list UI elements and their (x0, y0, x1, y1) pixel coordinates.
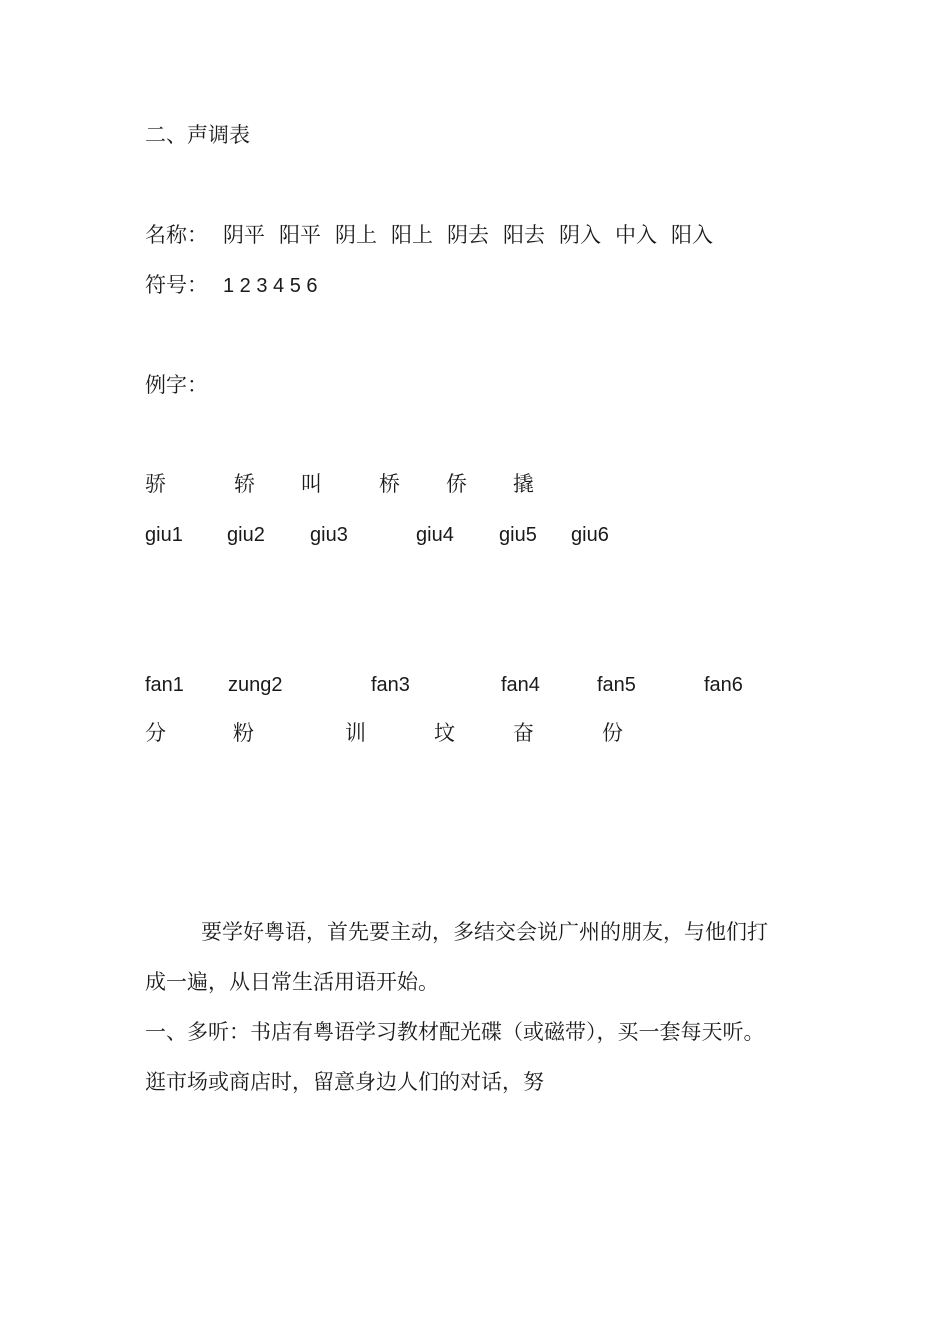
example2-char-5: 奋 (513, 721, 534, 745)
example1-char-6: 撬 (513, 472, 534, 496)
example2-roman-2: zung2 (228, 674, 283, 696)
paragraph-line-3: 一、多听：书店有粤语学习教材配光碟（或磁带），买一套每天听。 (145, 1020, 765, 1044)
tone-name-5: 阴去 (447, 223, 489, 247)
example2-roman-1: fan1 (145, 674, 184, 696)
example2-roman-4: fan4 (501, 674, 540, 696)
tone-name-8: 中入 (615, 223, 657, 247)
tone-name-1: 阴平 (223, 223, 265, 247)
tone-name-4: 阳上 (391, 223, 433, 247)
example1-char-1: 骄 (145, 472, 166, 496)
example2-char-2: 粉 (233, 721, 254, 745)
example2-roman-5: fan5 (597, 674, 636, 696)
paragraph-line-1: 要学好粤语，首先要主动，多结交会说广州的朋友，与他们打 (201, 920, 768, 944)
tone-names-label: 名称： (145, 223, 208, 247)
example1-char-4: 桥 (379, 472, 400, 496)
paragraph-line-4: 逛市场或商店时，留意身边人们的对话，努 (145, 1070, 544, 1094)
tone-name-2: 阳平 (279, 223, 321, 247)
example1-roman-3: giu3 (310, 524, 348, 546)
tone-symbols-label: 符号： (145, 273, 208, 297)
example1-roman-4: giu4 (416, 524, 454, 546)
example-label: 例字： (145, 373, 208, 397)
tone-name-3: 阴上 (335, 223, 377, 247)
tone-symbols-value: 1 2 3 4 5 6 (223, 275, 318, 297)
tone-name-6: 阳去 (503, 223, 545, 247)
paragraph-line-2: 成一遍，从日常生活用语开始。 (145, 970, 439, 994)
example2-char-6: 份 (602, 721, 623, 745)
example1-roman-5: giu5 (499, 524, 537, 546)
example2-roman-6: fan6 (704, 674, 743, 696)
example1-char-5: 侨 (446, 472, 467, 496)
tone-name-7: 阴入 (559, 223, 601, 247)
example1-char-3: 叫 (301, 472, 322, 496)
example1-roman-6: giu6 (571, 524, 609, 546)
tone-name-9: 阳入 (671, 223, 713, 247)
example2-char-1: 分 (145, 721, 166, 745)
example2-char-4: 坟 (434, 721, 455, 745)
example1-char-2: 轿 (234, 472, 255, 496)
example2-roman-3: fan3 (371, 674, 410, 696)
example1-roman-1: giu1 (145, 524, 183, 546)
example2-char-3: 训 (345, 721, 366, 745)
example1-roman-2: giu2 (227, 524, 265, 546)
section-title: 二、声调表 (145, 123, 250, 147)
